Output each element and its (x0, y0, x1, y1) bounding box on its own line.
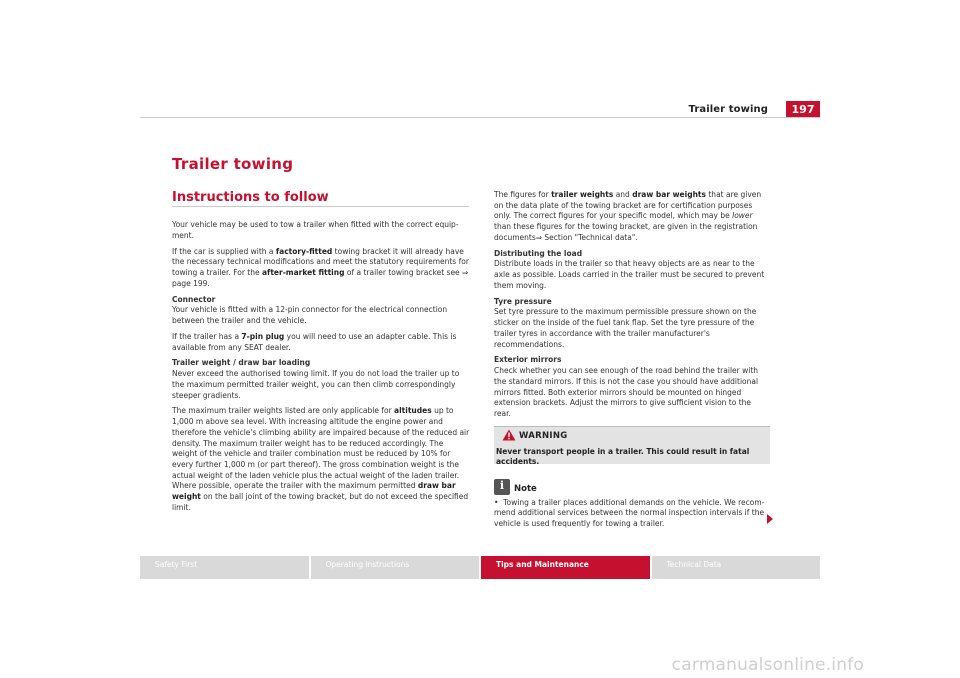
paragraph (172, 332, 470, 353)
text: The maximum trailer weights listed are only applicable for (172, 406, 395, 416)
tab-tips-and-maintenance[interactable]: Tips and Maintenance (481, 556, 650, 579)
tab-operating-instructions[interactable]: Operating instructions (311, 556, 480, 579)
paragraph: Check whether you can see enough of the road behind the trailer with the standard mirrors. If this is not the case you should have additional mirrors fitted. Both exterior mirrors should be mounted on hinged extension brackets. Adjust the mirrors to give sufficient vision to the rear. (494, 366, 759, 418)
text: up to 1,000 m above sea level. With increasing altitude the engine power and therefore the vehicle's climbing ability are impaired because of the reduced air density. The maximum trailer weight has to be reduced accordingly. The weight of the vehicle and trailer combination must be reduced by 10% for every further 1,000 m (or part thereof). The gross combination weight is the actual weight of the laden vehicle plus the actual weight of the laden trailer. Where possible, operate the trailer with the maximum permitted (172, 406, 470, 491)
text: If the car is supplied with a (172, 246, 276, 256)
right-column (494, 190, 770, 535)
footer-nav (140, 556, 820, 579)
page-number: 197 (786, 101, 820, 118)
section-reference-link[interactable]: than these figures for the towing bracket, are given in the registration documents⇒ Section "Technical data". (494, 222, 758, 242)
watermark: carmanualsonline.info (671, 655, 864, 675)
section-title: Instructions to follow (172, 190, 329, 205)
text: Towing a trailer places additional demands on the vehicle. We recom-mend additional services between the normal inspection intervals if the vehicle is used frequently for towing a trailer. (494, 497, 765, 529)
running-title: Trailer towing (688, 104, 768, 115)
text: and (613, 190, 633, 199)
warning-text: Never transport people in a trailer. This could result in fatal accidents. (496, 446, 750, 467)
warning-box (494, 426, 770, 467)
text: you will need to use an adapter cable. This is available from any SEAT dealer. (172, 331, 457, 352)
paragraph: Distribute loads in the trailer so that heavy objects are as near to the axle as possible. Loads carried in the trailer must be secured to prevent them moving. (494, 259, 765, 290)
paragraph (172, 247, 470, 290)
paragraph: Your vehicle is fitted with a 12-pin connector for the electrical connection between the trailer and the vehicle. (172, 305, 448, 325)
note-header (494, 478, 770, 495)
tab-technical-data[interactable]: Technical Data (652, 556, 821, 579)
next-page-arrow-icon[interactable] (767, 514, 773, 524)
note-text (494, 498, 770, 530)
paragraph (172, 406, 470, 513)
paragraph (172, 220, 470, 241)
section-divider (172, 206, 469, 207)
emphasis: draw bar weight (172, 481, 456, 502)
emphasis: altitudes (394, 406, 432, 416)
text: on the ball joint of the towing bracket, but do not exceed the specified limit. (172, 492, 469, 512)
emphasis: factory-fitted (275, 246, 333, 256)
emphasis: after-market fitting (262, 268, 345, 277)
page-reference-link[interactable]: of a trailer towing bracket see ⇒ page 199. (172, 268, 469, 288)
text: that are given on the data plate of the towing bracket are for certification purposes only. The correct figures for your specific model, which may be (494, 190, 762, 221)
text: Your vehicle may be used to tow a trailer when fitted with the correct equip-ment. (172, 220, 459, 240)
warning-title: WARNING (519, 430, 568, 441)
emphasis: draw bar weights (632, 190, 706, 199)
emphasis: 7-pin plug (241, 331, 285, 341)
subheading-connector: Connector (172, 294, 216, 304)
paragraph (494, 190, 770, 244)
bullet: • (494, 497, 499, 507)
text: towing bracket it will already have the necessary technical modifications and meet the statutory requirements for towing a trailer. For the (172, 246, 469, 277)
info-note-icon: i (494, 479, 510, 495)
subheading-trailer-weight: Trailer weight / draw bar loading (172, 358, 311, 368)
warning-triangle-icon (502, 429, 516, 441)
text: The figures for (494, 190, 552, 199)
subheading-mirrors: Exterior mirrors (494, 355, 562, 365)
emphasis-italic: lower (732, 211, 753, 221)
left-column (172, 220, 470, 519)
emphasis: trailer weights (551, 190, 614, 199)
text: If the trailer has a (172, 331, 242, 341)
tab-safety-first[interactable]: Safety First (140, 556, 309, 579)
paragraph: Set tyre pressure to the maximum permissible pressure shown on the sticker on the inside of the fuel tank flap. Set the tyre pressure of the trailer tyres in accordance with the trailer manufacturer's recommendations. (494, 307, 757, 349)
note-title: Note (514, 483, 537, 494)
paragraph: Never exceed the authorised towing limit. If you do not load the trailer up to the maximum permitted trailer weight, you can then climb correspondingly steeper gradients. (172, 369, 460, 400)
page-title: Trailer towing (172, 155, 294, 173)
header-divider (140, 117, 820, 118)
subheading-load: Distributing the load (494, 248, 583, 258)
subheading-tyre: Tyre pressure (494, 296, 552, 306)
